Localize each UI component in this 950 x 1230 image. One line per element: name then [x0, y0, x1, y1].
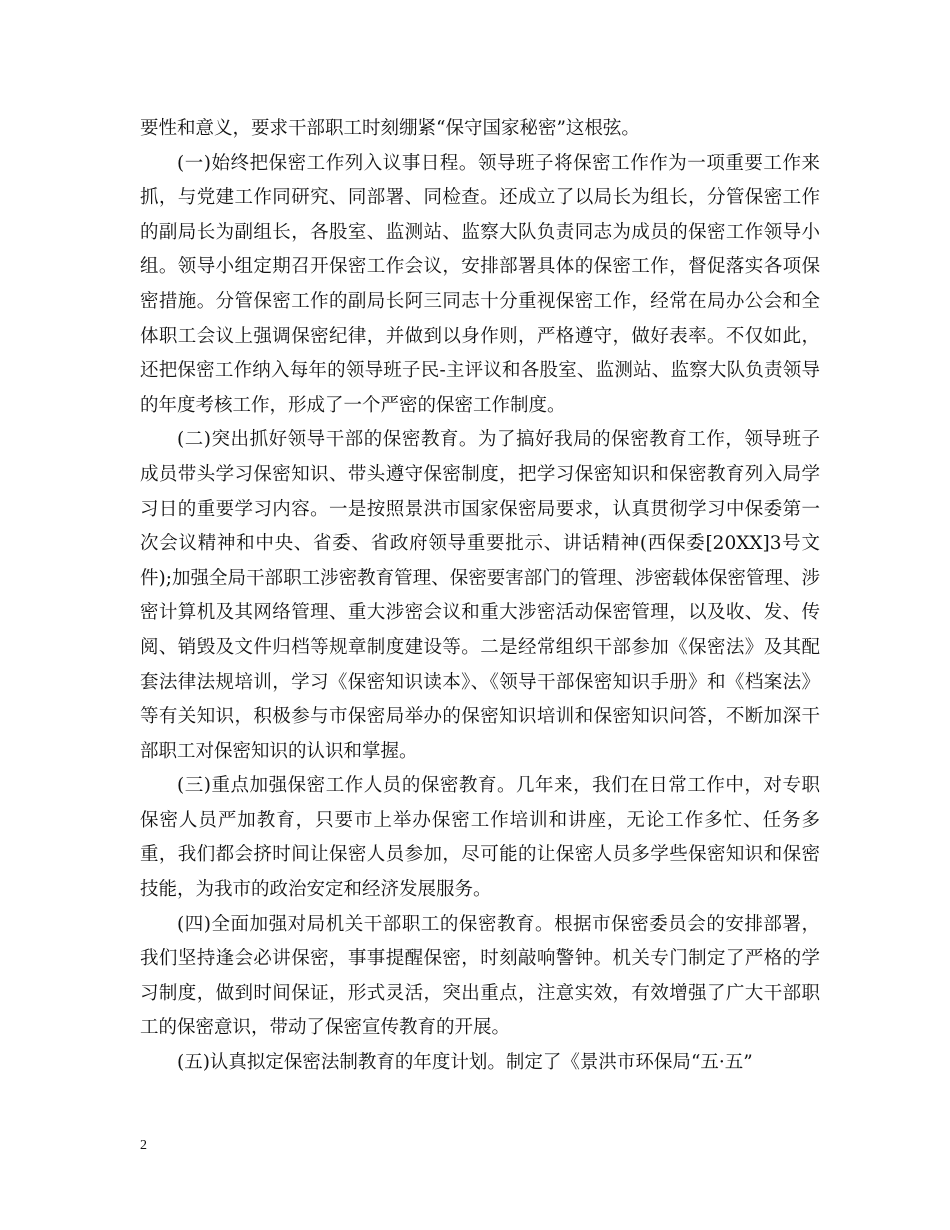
paragraph-section-4: (四)全面加强对局机关干部职工的保密教育。根据市保密委员会的安排部署，我们坚持逢会必讲保密，事事提醒保密，时刻敲响警钟。机关专门制定了严格的学习制度，做到时间保证，形式灵活，突出重点，注意实效，有效增强了广大干部职工的保密意识，带动了保密宣传教育的开展。	[140, 913, 820, 1039]
paragraph-section-5: (五)认真拟定保密法制教育的年度计划。制定了《景洪市环保局“五·五”	[177, 1052, 753, 1074]
paragraph-section-2: (二)突出抓好领导干部的保密教育。为了搞好我局的保密教育工作，领导班子成员带头学习保密知识、带头遵守保密制度，把学习保密知识和保密教育列入局学习日的重要学习内容。一是按照景洪市国家保密局要求，认真贯彻学习中保委第一次会议精神和中央、省委、省政府领导重要批示、讲话精神(西保委[20XX]3号文件);加强全局干部职工涉密教育管理、保密要害部门的管理、涉密载体保密管理、涉密计算机及其网络管理、重大涉密会议和重大涉密活动保密管理，以及收、发、传阅、销毁及文件归档等规章制度建设等。二是经常组织干部参加《保密法》及其配套法律法规培训，学习《保密知识读本》、《领导干部保密知识手册》和《档案法》等有关知识，积极参与市保密局举办的保密知识培训和保密知识问答，不断加深干部职工对保密知识的认识和掌握。	[140, 429, 820, 762]
page-number: 2	[140, 1138, 147, 1153]
document-body	[140, 112, 820, 1081]
paragraph-section-1: (一)始终把保密工作列入议事日程。领导班子将保密工作作为一项重要工作来抓，与党建工作同研究、同部署、同检查。还成立了以局长为组长，分管保密工作的副局长为副组长，各股室、监测站、监察大队负责同志为成员的保密工作领导小组。领导小组定期召开保密工作会议，安排部署具体的保密工作，督促落实各项保密措施。分管保密工作的副局长阿三同志十分重视保密工作，经常在局办公会和全体职工会议上强调保密纪律，并做到以身作则，严格遵守，做好表率。不仅如此，还把保密工作纳入每年的领导班子民-主评议和各股室、监测站、监察大队负责领导的年度考核工作，形成了一个严密的保密工作制度。	[140, 152, 820, 416]
paragraph-section-3: (三)重点加强保密工作人员的保密教育。几年来，我们在日常工作中，对专职保密人员严加教育，只要市上举办保密工作培训和讲座，无论工作多忙、任务多重，我们都会挤时间让保密人员参加，尽可能的让保密人员多学些保密知识和保密技能，为我市的政治安定和经济发展服务。	[140, 775, 820, 901]
paragraph-continuation: 要性和意义，要求干部职工时刻绷紧“保守国家秘密”这根弦。	[140, 118, 640, 139]
